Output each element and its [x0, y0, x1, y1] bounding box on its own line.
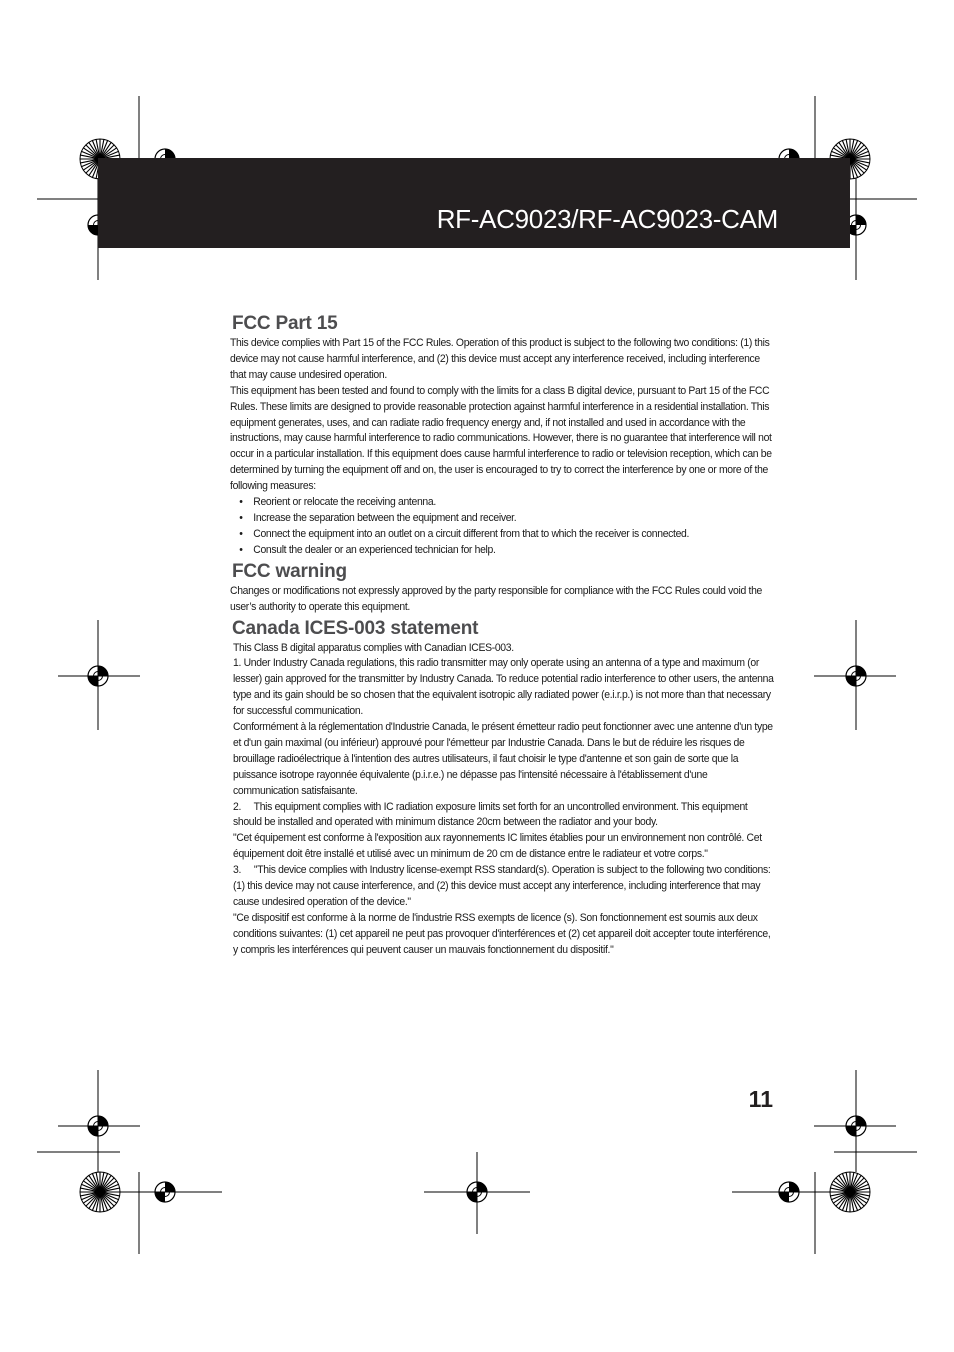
- canada-item3-fr: "Ce dispositif est conforme à la norme de l'industrie RSS exempts de licence (s). Son fonctionnement est soumis aux deux conditions suivantes: (1) cet appareil ne peut pas provoquer d'interférences et (2) cet appareil doit accepter toute interférence, y compris les interférences qui peuvent causer un mauvais fonctionnement du dispositif.": [233, 911, 771, 956]
- heading-fcc-warning: FCC warning: [232, 560, 347, 582]
- canada-statement: [233, 641, 778, 959]
- canada-item2-fr: "Cet équipement est conforme à l'exposition aux rayonnements IC limites établies pour un environnement non contrôlé. Cet équipement doit être installé et utilisé avec un minimum de 20 cm de distance entre le radiateur et votre corps.": [233, 832, 762, 861]
- bullet-icon: •: [239, 511, 243, 524]
- fcc-warning-para: Changes or modifications not expressly approved by the party responsible for compliance with the FCC Rules could void the user’s authority to operate this equipment.: [230, 584, 763, 613]
- list-item: [230, 527, 740, 543]
- list-item: [230, 495, 740, 511]
- list-item-text: Reorient or relocate the receiving antenna.: [253, 496, 436, 509]
- canada-item2-en: 2. This equipment complies with IC radiation exposure limits set forth for an uncontrolled environment. This equipment should be installed and operated with minimum distance 20cm between the radiator and your body.: [233, 800, 751, 829]
- bullet-icon: •: [239, 496, 243, 509]
- header-bar: [98, 158, 850, 248]
- list-item-text: Increase the separation between the equipment and receiver.: [253, 511, 517, 524]
- content: [230, 313, 778, 959]
- canada-item3-en: 3. "This device complies with Industry license-exempt RSS standard(s). Operation is subject to the following two conditions: (1) this device may not cause interference, and (2) this device must accept any interference, including interference that may cause undesired operation of the device.": [233, 864, 773, 908]
- bullet-icon: •: [239, 543, 243, 556]
- heading-fcc-part-15: FCC Part 15: [232, 313, 338, 334]
- fcc-measures-list: [230, 495, 778, 559]
- canada-item1-en: 1. Under Industry Canada regulations, this radio transmitter may only operate using an antenna of a type and maximum (or lesser) gain approved for the transmitter by Industry Canada. To reduce potential radio interference to other users, the antenna type and its gain should be so chosen that the equivalent isotropic ally radiated power (e.i.r.p.) is not more than that necessary for successful communication.: [233, 657, 774, 718]
- fcc-part15-para-1: This device complies with Part 15 of the FCC Rules. Operation of this product is subject to the following two conditions: (1) this device may not cause harmful interference, and (2) this device must accept any interference received, including interference that may cause undesired operation.: [230, 337, 770, 381]
- list-item-text: Consult the dealer or an experienced technician for help.: [253, 543, 496, 556]
- bullet-icon: •: [239, 527, 243, 540]
- model-title: RF-AC9023/RF-AC9023-CAM: [436, 204, 778, 234]
- heading-canada-ices: Canada ICES-003 statement: [232, 617, 479, 639]
- page-number: 11: [748, 1086, 773, 1112]
- canada-para-intro: This Class B digital apparatus complies with Canadian ICES-003.: [233, 641, 514, 654]
- list-item-text: Connect the equipment into an outlet on a circuit different from that to which the receiver is connected.: [253, 527, 690, 540]
- list-item: [230, 511, 740, 527]
- fcc-part15-para-2: This equipment has been tested and found to comply with the limits for a class B digital device, pursuant to Part 15 of the FCC Rules. These limits are designed to provide reasonable protection against harmful interference in a residential installation. This equipment generates, uses, and can radiate radio frequency energy and, if not installed and used in accordance with the instructions, may cause harmful interference to radio communications. However, there is no guarantee that interference will not occur in a particular installation. If this equipment does cause harmful interference to radio or television reception, which can be determined by turning the equipment off and on, the user is encouraged to try to correct the interference by one or more of the following measures:: [230, 384, 772, 493]
- list-item: [230, 543, 740, 559]
- canada-item1-fr: Conformément à la réglementation d'Industrie Canada, le présent émetteur radio peut fonctionner avec une antenne d'un type et d'un gain maximal (ou inférieur) approuvé pour l'émetteur par Industrie Canada. Dans le but de réduire les risques de brouillage radioélectrique à l'intention des autres utilisateurs, il faut choisir le type d'antenne et son gain de sorte que la puissance isotrope rayonnée équivalente (p.i.r.e.) ne dépasse pas l'intensité nécessaire à l'établissement d'une communication satisfaisante.: [233, 721, 773, 797]
